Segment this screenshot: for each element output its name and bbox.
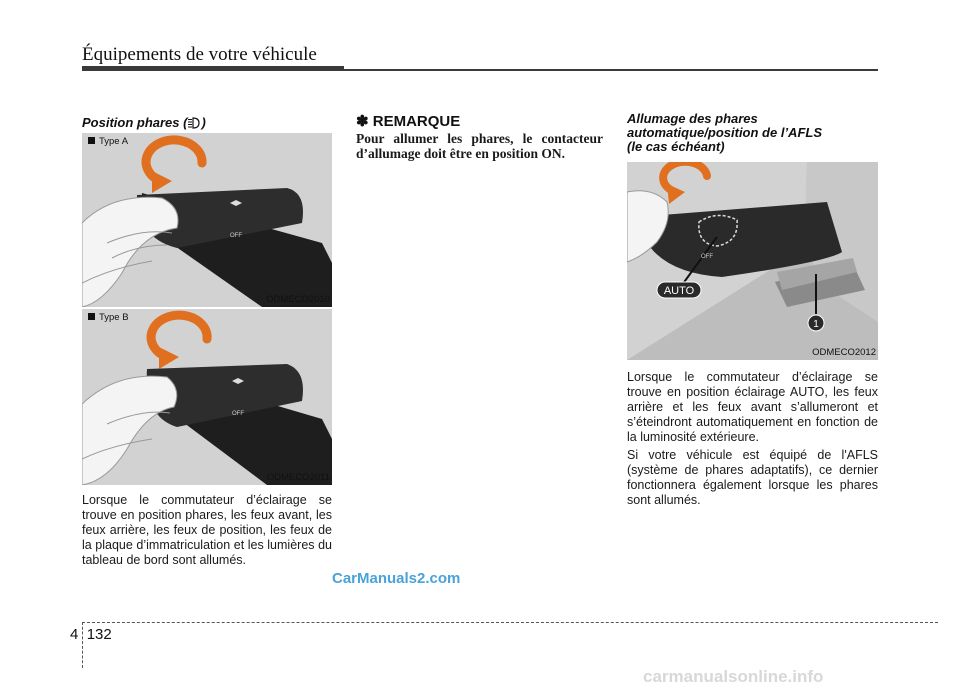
headlamp-symbol-icon	[187, 115, 201, 130]
auto-headlamp-heading	[627, 112, 877, 154]
svg-text:OFF: OFF	[232, 411, 244, 417]
stalk-illustration-a	[82, 133, 332, 307]
callout-number-1: 1	[813, 319, 819, 330]
auto-heading-line-1: Allumage des phares	[627, 111, 758, 126]
footer-dashed-rule	[82, 622, 938, 623]
figure-type-b-code: ODMECO2011	[266, 472, 330, 483]
watermark-carmanuals[interactable]: CarManuals2.com	[332, 570, 461, 587]
figure-auto-afls	[627, 162, 878, 360]
stalk-illustration-b	[82, 309, 332, 485]
auto-stalk-illustration	[627, 162, 878, 360]
svg-text:OFF: OFF	[230, 233, 242, 239]
svg-text:OFF: OFF	[701, 254, 713, 260]
figure-type-a	[82, 133, 332, 307]
figure-type-a-code: ODMECO2010	[266, 294, 330, 305]
page-number	[70, 626, 112, 643]
watermark-carmanualsonline[interactable]: carmanualsonline.info	[643, 667, 824, 686]
figure-type-b	[82, 309, 332, 485]
figure-type-a-label: Type A	[88, 136, 128, 147]
section-title: Équipements de votre véhicule	[82, 44, 317, 65]
header-rule-thin	[344, 69, 878, 71]
remark-text: Pour allumer les phares, le contacteur d’allumage doit être en position ON.	[356, 131, 603, 161]
headlamp-heading-text: Position phares (	[82, 115, 188, 130]
headlamp-position-paragraph: Lorsque le commutateur d’éclairage se trouve en position phares, les feux avant, les feux arrière, les feux de position, les feux de la plaque d’immatriculation et les lumières du tableau de bord sont allumés.	[82, 493, 332, 567]
auto-heading-line-3: (le cas échéant)	[627, 139, 725, 154]
remark-title: ✽ REMARQUE	[356, 113, 461, 130]
headlamp-position-heading	[82, 116, 206, 130]
auto-heading-line-2: automatique/position de l’AFLS	[627, 125, 822, 140]
figure-auto-code: ODMECO2012	[812, 347, 876, 358]
auto-paragraph-2: Si votre véhicule est équipé de l'AFLS (système de phares adaptatifs), ce dernier fonctionnera également lorsque les phares sont allumés.	[627, 448, 878, 507]
auto-paragraph-1: Lorsque le commutateur d’éclairage se trouve en position éclairage AUTO, les feux arrière et les feux avant s’allumeront et s’éteindront automatiquement en fonction de la luminosité extérieure.	[627, 370, 878, 444]
page-number-value: 132	[86, 626, 112, 643]
figure-type-b-label: Type B	[88, 312, 129, 323]
headlamp-heading-close: )	[201, 115, 206, 130]
auto-callout-label: AUTO	[663, 285, 695, 297]
chapter-number: 4	[70, 626, 79, 643]
header-rule-thick	[82, 66, 344, 71]
